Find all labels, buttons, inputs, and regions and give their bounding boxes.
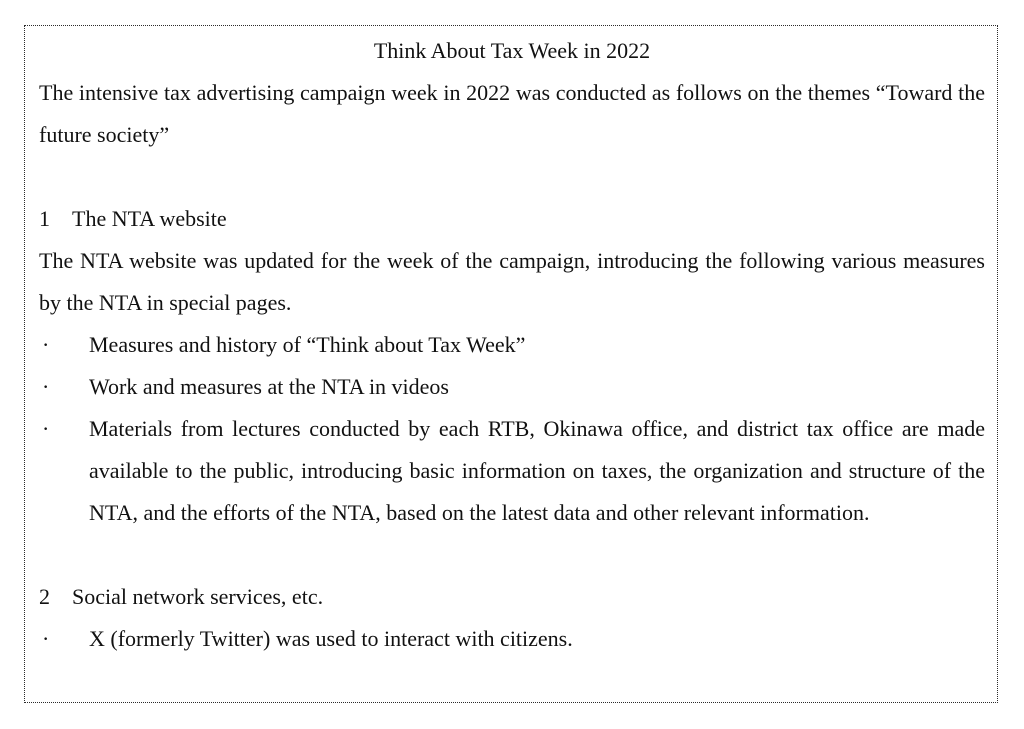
bullet-item xyxy=(39,366,985,408)
bullet-item xyxy=(39,324,985,366)
document-border-box xyxy=(24,25,998,703)
bullet-text: X (formerly Twitter) was used to interact with citizens. xyxy=(89,626,573,651)
section-number: 1 xyxy=(39,206,50,231)
intro-paragraph: The intensive tax advertising campaign week in 2022 was conducted as follows on the themes “Toward the future society” xyxy=(39,80,985,147)
section-1-body: The NTA website was updated for the week of the campaign, introducing the following various measures by the NTA in special pages. xyxy=(39,248,985,315)
bullet-marker: · xyxy=(42,626,50,651)
bullet-item xyxy=(39,408,985,534)
bullet-marker: · xyxy=(42,332,50,357)
bullet-text: Materials from lectures conducted by each RTB, Okinawa office, and district tax office are made available to the public, introducing basic information on taxes, the organization and structure of the NTA, and the efforts of the NTA, based on the latest data and other relevant information. xyxy=(89,416,985,525)
section-heading-2 xyxy=(39,576,985,618)
bullet-marker: · xyxy=(42,374,50,399)
blank-line xyxy=(39,156,985,198)
bullet-text: Work and measures at the NTA in videos xyxy=(89,374,449,399)
section-title: The NTA website xyxy=(72,206,227,231)
blank-line xyxy=(39,534,985,576)
section-heading-1 xyxy=(39,198,985,240)
section-title: Social network services, etc. xyxy=(72,584,324,609)
document-title: Think About Tax Week in 2022 xyxy=(373,38,651,63)
bullet-text: Measures and history of “Think about Tax Week” xyxy=(89,332,526,357)
section-number: 2 xyxy=(39,584,50,609)
bullet-marker: · xyxy=(42,416,50,441)
bullet-item xyxy=(39,618,985,660)
